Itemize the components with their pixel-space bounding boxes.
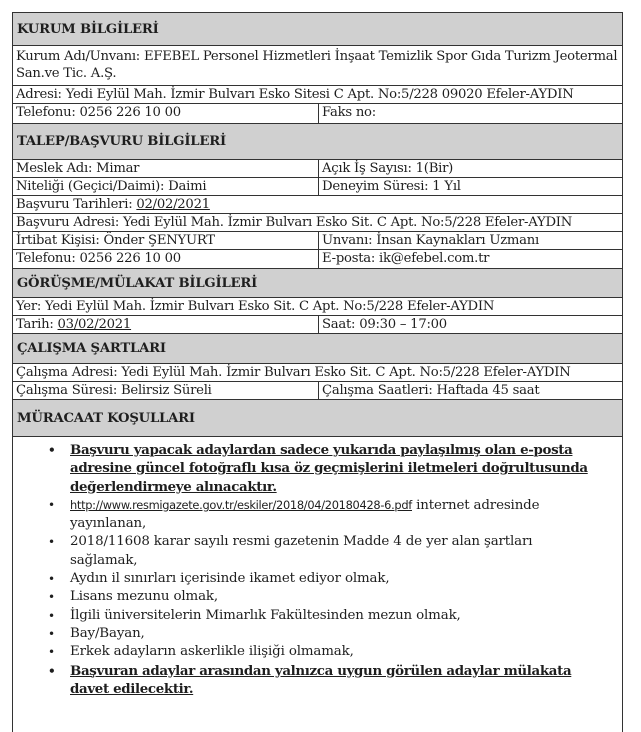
gorusme-yer: Yer: Yedi Eylül Mah. İzmir Bulvarı Esko Sit. C Apt. No:5/228 Efeler-AYDIN [16,299,495,314]
row-niteligi [13,178,622,196]
row-calisma-adresi [13,364,622,382]
row-telefon-eposta [13,250,622,269]
kurum-adresi: Adresi: Yedi Eylül Mah. İzmir Bulvarı Esko Sitesi C Apt. No:5/228 09020 Efeler-AYDIN [16,87,574,102]
deneyim-suresi: Deneyim Süresi: 1 Yıl [322,179,461,194]
row-tarih-saat [13,316,622,334]
condition-text: Lisans mezunu olmak, [70,589,218,605]
condition-item [13,625,622,643]
bullet-icon: • [48,497,55,512]
row-yer [13,298,622,316]
basvuru-tarihleri-label: Başvuru Tarihleri: [16,197,137,212]
section-header-gorusme [13,269,622,298]
kurum-telefonu: Telefonu: 0256 226 10 00 [13,104,319,123]
condition-item [13,607,622,625]
gorusme-tarih-value: 03/02/2021 [57,317,132,332]
condition-text: Başvuran adaylar arasından yalnızca uygun görülen adaylar mülakata davet edilecektir. [70,662,572,697]
section-title: TALEP/BAŞVURU BİLGİLERİ [17,134,226,149]
job-posting-form [12,12,623,732]
section-header-talep [13,124,622,160]
condition-item [13,588,622,606]
calisma-suresi: Çalışma Süresi: Belirsiz Süreli [13,382,319,399]
gorusme-tarih-label: Tarih: [16,317,58,332]
acik-is-sayisi: Açık İş Sayısı: 1(Bir) [322,161,454,176]
bullet-icon: • [48,535,55,550]
row-basvuru-adresi [13,214,622,232]
condition-text: Aydın il sınırları içerisinde ikamet ediyor olmak, [70,571,390,587]
niteligi: Niteliği (Geçici/Daimi): Daimi [13,178,319,195]
condition-text: İlgili üniversitelerin Mimarlık Fakültesinden mezun olmak, [70,607,461,623]
section-title: MÜRACAAT KOŞULLARI [17,410,195,426]
condition-item [13,533,622,570]
bullet-icon: • [48,590,55,605]
calisma-adresi: Çalışma Adresi: Yedi Eylül Mah. İzmir Bulvarı Esko Sit. C Apt. No:5/228 Efeler-AYDIN [16,365,571,380]
row-irtibat [13,232,622,250]
bullet-icon: • [48,443,56,457]
section-title: GÖRÜŞME/MÜLAKAT BİLGİLERİ [17,275,258,291]
bullet-icon: • [48,572,55,587]
bullet-icon: • [48,663,56,678]
eposta[interactable]: E-posta: ik@efebel.com.tr [322,251,490,266]
section-header-calisma [13,334,622,364]
condition-text: Erkek adayların askerlikle ilişiği olmamak, [70,644,354,660]
application-conditions-list [13,437,622,698]
bullet-icon: • [48,608,55,623]
section-title: KURUM BİLGİLERİ [17,21,159,37]
row-calisma-sure-saat [13,382,622,400]
condition-text: Başvuru yapacak adaylardan sadece yukarıda paylaşılmış olan e-posta adresine güncel fotoğraflı kısa öz geçmişlerini iletmeleri doğrultusunda değerlendirmeye alınacaktır. [70,442,588,495]
kurum-adi: Kurum Adı/Unvanı: EFEBEL Personel Hizmetleri İnşaat Temizlik Spor Gıda Turizm Jeotermal San.ve Tic. A.Ş. [16,49,618,81]
condition-item [13,496,622,534]
meslek-adi: Meslek Adı: Mimar [13,160,319,177]
basvuru-tarihleri-value: 02/02/2021 [136,197,210,212]
bullet-icon: • [48,626,55,641]
talep-telefonu: Telefonu: 0256 226 10 00 [13,250,319,268]
bullet-icon: • [48,645,55,660]
resmi-gazete-link[interactable]: http://www.resmigazete.gov.tr/eskiler/2018/04/20180428-6.pdf [70,497,412,512]
row-telefon-faks [13,104,622,124]
condition-item [13,643,622,661]
section-title: ÇALIŞMA ŞARTLARI [17,341,166,356]
condition-text: 2018/11608 karar sayılı resmi gazetenin Madde 4 de yer alan şartları sağlamak, [70,534,533,568]
calisma-saatleri: Çalışma Saatleri: Haftada 45 saat [322,383,540,398]
condition-item [13,441,622,496]
kurum-faks: Faks no: [322,105,376,120]
row-adres [13,86,622,104]
condition-text: internet adresinde yayınlanan, [70,497,540,532]
section-header-muracaat [13,400,622,437]
condition-text: Bay/Bayan, [70,625,145,641]
basvuru-adresi: Başvuru Adresi: Yedi Eylül Mah. İzmir Bulvarı Esko Sit. C Apt. No:5/228 Efeler-AYDIN [16,215,573,230]
unvani: Unvanı: İnsan Kaynakları Uzmanı [322,233,539,248]
gorusme-saat: Saat: 09:30 – 17:00 [322,317,447,332]
row-basvuru-tarihleri [13,196,622,214]
gorusme-tarih [13,316,319,333]
row-meslek [13,160,622,178]
section-header-kurum [13,13,622,46]
row-kurum-adi [13,46,622,86]
basvuru-tarihleri [13,196,622,213]
condition-item [13,570,622,588]
condition-item [13,662,622,699]
irtibat-kisisi: İrtibat Kişisi: Önder ŞENYURT [13,232,319,249]
